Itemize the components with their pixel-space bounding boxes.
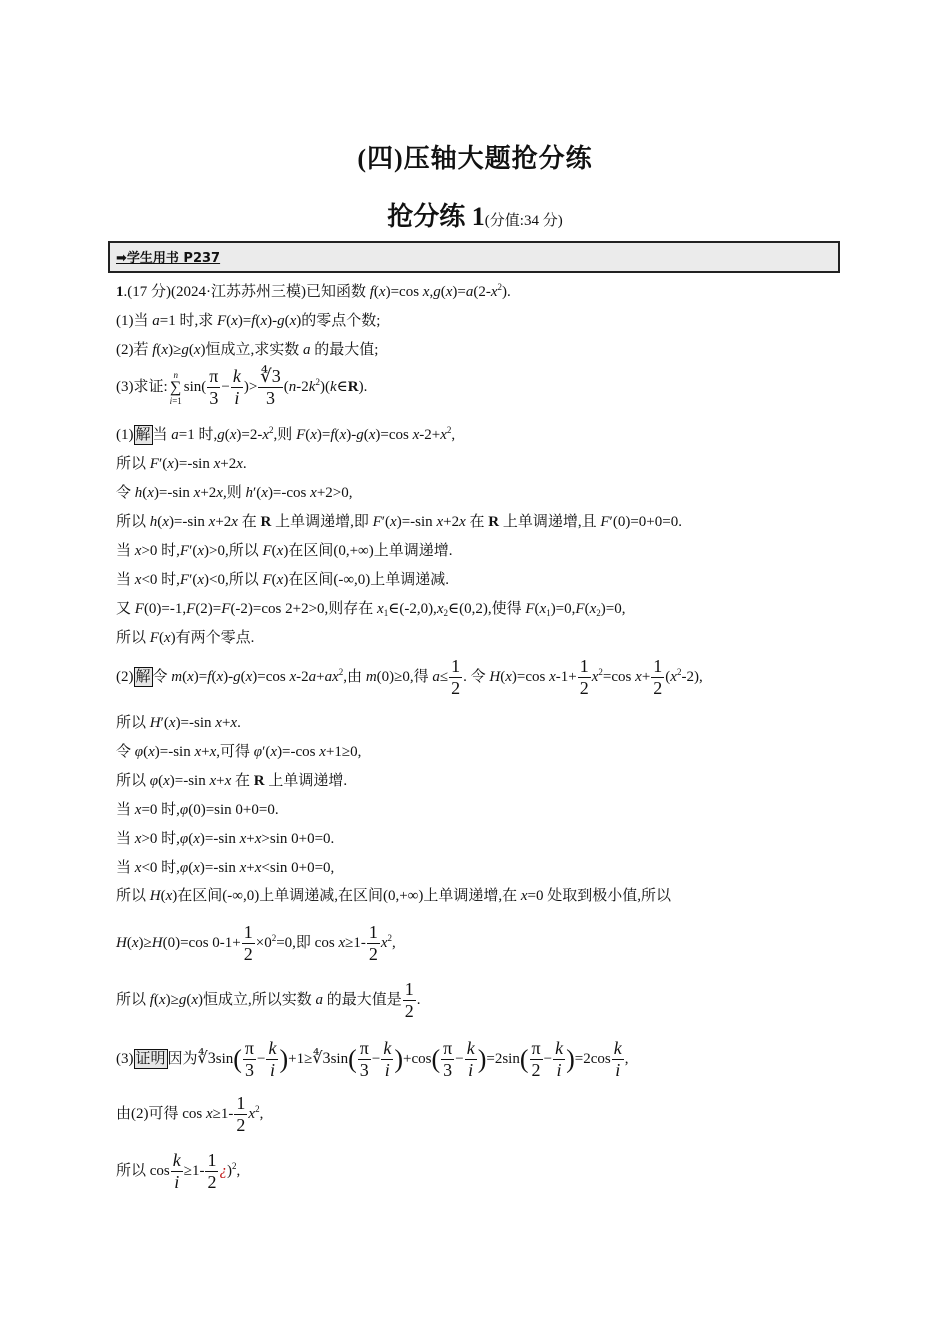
solve-tag: 解 <box>135 427 151 443</box>
solution-2-conclusion: 所以 f(x)≥g(x)恒成立,所以实数 a 的最大值是 $\frac{1}{2}$ . <box>116 979 421 1021</box>
exercise-title-main: 抢分练 1 <box>387 202 485 231</box>
exercise-title <box>0 196 950 233</box>
solution-1-line: 又 F(0)=-1,F(2)=F(-2)=cos 2+2>0,则存在 $x_1\in(-2,0),x_2\in(0,2)$,使得 $F(x_1)=0,F(x_2)=0$, <box>116 601 626 618</box>
solution-2-line: 当 x<0 时,φ(x)=-sin x+x<sin 0+0=0, <box>116 860 335 876</box>
solution-3-line: 所以 cos $\frac{k}{i}$ ≥1- $\frac{1}{2}$ ¿)$^2$, <box>116 1150 241 1192</box>
question-1: (1)当 a=1 时,求 F(x)=f(x)-g(x)的零点个数; <box>116 313 381 329</box>
solution-1-line: 当 x>0 时,F′(x)>0,所以 F(x)在区间(0,+∞)上单调递增. <box>116 543 453 559</box>
question-2: (2)若 f(x)≥g(x)恒成立,求实数 a 的最大值; <box>116 342 379 358</box>
section-title: (四)压轴大题抢分练 <box>357 144 593 173</box>
solution-1-line: 所以 h(x)=-sin x+2x 在 R 上单调递增,即 F′(x)=-sin x+2x 在 R 上单调递增,且 F′(0)=0+0=0. <box>116 514 682 530</box>
prove-tag: 证明 <box>135 1050 166 1067</box>
book-reference-label: ➡学生用书 P237 <box>116 251 221 266</box>
solution-3-line: 由(2)可得 cos x≥1- $\frac{1}{2}$ $x^2$, <box>116 1093 264 1135</box>
problem-head: 1.(17 分)(2024·江苏苏州三模)已知函数 f(x)=cos $x,g(x)=a(2-x^2)$. <box>116 282 511 300</box>
question-3: (3)求证:n ∑ i=1sin( $\frac{\pi}{3}$ − $\frac{k}{i}$ )> $\frac{∜3}{3}$ $(n-2k^2)(k\in R)$. <box>116 366 368 408</box>
solution-2-line: H(x)≥H(0)=cos 0-1+ $\frac{1}{2}$ $\times 0^2=0$,即 cos x≥1- $\frac{1}{2}$ $x^2$, <box>116 922 396 964</box>
solution-2-head: (2) 解 令 m(x)=f(x)-g(x)=cos $x-2a+ax^2$,由 m(0)≥0,得 a≤ $\frac{1}{2}$ . 令 H(x)=cos x-1+ $\frac{1}{2}$ $x^2=\cos$ x+ $\frac{1}{2}$ $(x^2-2)$, <box>116 656 703 698</box>
summation-symbol: n ∑ i=1 <box>169 369 182 406</box>
book-reference-banner <box>108 241 840 273</box>
solution-2-line: 所以 H(x)在区间(-∞,0)上单调递减,在区间(0,+∞)上单调递增,在 x=0 处取到极小值,所以 <box>116 888 671 904</box>
solution-1-line: 所以 F(x)有两个零点. <box>116 630 255 646</box>
solution-2-line: 当 x>0 时,φ(x)=-sin x+x>sin 0+0=0. <box>116 831 335 847</box>
solution-2-line: 令 φ(x)=-sin x+x,可得 φ′(x)=-cos x+1≥0, <box>116 744 362 760</box>
solution-2-line: 所以 H′(x)=-sin x+x. <box>116 715 241 731</box>
solution-2-line: 所以 φ(x)=-sin x+x 在 R 上单调递增. <box>116 773 348 789</box>
solution-1-head: (1) 解 当 a=1 时$,g(x)=2-x^2$,则 F(x)=f(x)-g(x)=cos $x-2+x^2$, <box>116 425 456 443</box>
solution-1-line: 令 h(x)=-sin x+2x,则 h′(x)=-cos x+2>0, <box>116 485 353 501</box>
solution-1-line: 所以 F′(x)=-sin x+2x. <box>116 456 247 472</box>
solution-1-line: 当 x<0 时,F′(x)<0,所以 F(x)在区间(-∞,0)上单调递减. <box>116 572 450 588</box>
score-note: (分值:34 分) <box>484 213 563 229</box>
solution-2-line: 当 x=0 时,φ(0)=sin 0+0=0. <box>116 802 279 818</box>
solution-3-head: (3) 证明 因为∜3sin( $\frac{\pi}{3}$ − $\frac{k}{i}$ )+1≥∜3sin( $\frac{\pi}{3}$ − $\frac{k}{i}$ )+cos( $\frac{\pi}{3}$ − $\frac{k}{i}$ )=2sin( $\frac{\pi}{2}$ − $\frac{k}{i}$ )=2cos $\frac{k}{i}$ , <box>116 1038 629 1080</box>
solve-tag: 解 <box>135 668 151 685</box>
